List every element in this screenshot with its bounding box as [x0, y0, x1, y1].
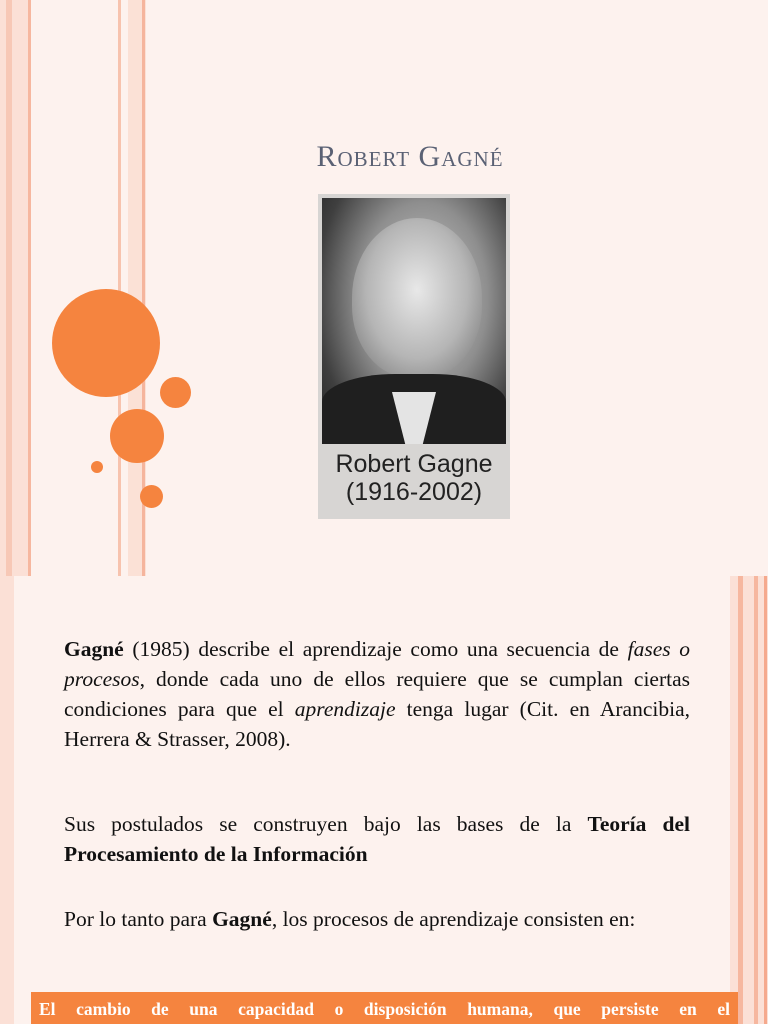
decor-stripe — [0, 0, 30, 576]
theory-name: Teoría del Procesamiento de la Información — [64, 812, 690, 866]
decor-stripe — [6, 0, 12, 576]
paragraph-postulates — [64, 809, 690, 869]
decor-circle — [110, 409, 164, 463]
paragraph-italic: aprendizaje — [294, 697, 396, 721]
decor-circle — [160, 377, 191, 408]
highlight-banner: El cambio de una capacidad o disposición humana, que persiste en el — [31, 992, 738, 1024]
paragraph-text: (1985) describe el aprendizaje como una secuencia de — [123, 637, 628, 661]
author-name: Gagné — [64, 637, 124, 661]
decor-circle — [140, 485, 163, 508]
slide-title-text: Robert Gagné — [316, 140, 504, 173]
portrait-caption-years: (1916-2002) — [345, 478, 483, 506]
decor-stripe — [28, 0, 31, 576]
paragraph-text: Por lo tanto para — [64, 907, 213, 931]
decor-stripe — [754, 576, 758, 1024]
portrait-image — [318, 194, 510, 519]
portrait-head — [352, 218, 482, 378]
paragraph-italic: fases o procesos — [64, 637, 690, 691]
paragraph-text: Sus postulados se construyen bajo las bases de la — [64, 812, 588, 836]
decor-stripe — [730, 576, 768, 1024]
decor-circle — [52, 289, 160, 397]
decor-stripe — [738, 576, 743, 1024]
paragraph-processes — [64, 904, 690, 934]
decor-stripe — [118, 0, 121, 576]
decor-stripe — [0, 576, 14, 1024]
portrait-caption-name: Robert Gagne — [335, 450, 493, 478]
slide-content — [0, 576, 768, 1024]
portrait-caption — [318, 450, 510, 506]
paragraph-text: , los procesos de aprendizaje consisten en: — [271, 907, 636, 931]
author-name: Gagné — [212, 907, 272, 931]
decor-circle — [91, 461, 103, 473]
decor-stripe — [764, 576, 767, 1024]
portrait-photo — [322, 198, 506, 444]
paragraph-definition — [64, 634, 690, 754]
paragraph-text: tenga lugar (Cit. en Arancibia, Herrera & Strasser, 2008). — [64, 697, 690, 751]
paragraph-text: , donde cada uno de ellos requiere que se cumplan ciertas condiciones para que el — [64, 667, 690, 721]
